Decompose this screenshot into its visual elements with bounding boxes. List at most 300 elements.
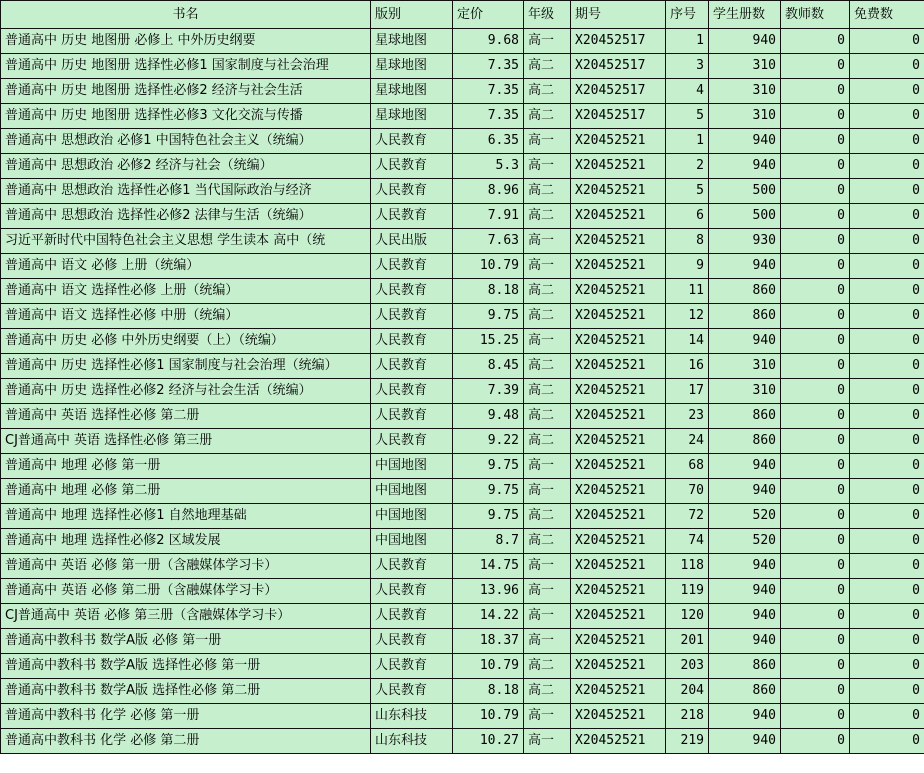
cell-grade[interactable]: 高二: [524, 104, 571, 129]
cell-price[interactable]: 9.75: [453, 304, 524, 329]
cell-title[interactable]: 普通高中 历史 地图册 选择性必修1 国家制度与社会治理: [1, 54, 371, 79]
cell-seq[interactable]: 218: [666, 704, 709, 729]
cell-publisher[interactable]: 中国地图: [371, 504, 453, 529]
cell-issue[interactable]: X20452521: [571, 179, 666, 204]
cell-price[interactable]: 7.35: [453, 79, 524, 104]
cell-grade[interactable]: 高一: [524, 329, 571, 354]
cell-publisher[interactable]: 人民教育: [371, 129, 453, 154]
table-row: [1, 79, 924, 104]
cell-issue[interactable]: X20452517: [571, 79, 666, 104]
cell-title[interactable]: 普通高中 历史 选择性必修1 国家制度与社会治理（统编）: [1, 354, 371, 379]
cell-publisher[interactable]: 人民教育: [371, 654, 453, 679]
cell-grade[interactable]: 高二: [524, 654, 571, 679]
table-row: [1, 404, 924, 429]
cell-student-copies[interactable]: 860: [709, 679, 781, 704]
cell-title[interactable]: 普通高中 思想政治 必修1 中国特色社会主义（统编）: [1, 129, 371, 154]
cell-title[interactable]: 普通高中 历史 地图册 选择性必修2 经济与社会生活: [1, 79, 371, 104]
cell-seq[interactable]: 1: [666, 29, 709, 54]
cell-grade[interactable]: 高二: [524, 354, 571, 379]
cell-teacher-count[interactable]: 0: [781, 554, 850, 579]
cell-price[interactable]: 13.96: [453, 579, 524, 604]
cell-free-count[interactable]: 0: [850, 554, 924, 579]
cell-grade[interactable]: 高一: [524, 704, 571, 729]
cell-seq[interactable]: 72: [666, 504, 709, 529]
cell-free-count[interactable]: 0: [850, 704, 924, 729]
cell-issue[interactable]: X20452521: [571, 204, 666, 229]
cell-issue[interactable]: X20452521: [571, 579, 666, 604]
cell-seq[interactable]: 6: [666, 204, 709, 229]
cell-teacher-count[interactable]: 0: [781, 154, 850, 179]
cell-free-count[interactable]: 0: [850, 729, 924, 754]
cell-publisher[interactable]: 人民出版: [371, 229, 453, 254]
cell-price[interactable]: 8.18: [453, 679, 524, 704]
cell-issue[interactable]: X20452517: [571, 104, 666, 129]
cell-publisher[interactable]: 中国地图: [371, 479, 453, 504]
cell-publisher[interactable]: 人民教育: [371, 329, 453, 354]
cell-teacher-count[interactable]: 0: [781, 504, 850, 529]
cell-free-count[interactable]: 0: [850, 179, 924, 204]
cell-free-count[interactable]: 0: [850, 329, 924, 354]
cell-student-copies[interactable]: 860: [709, 279, 781, 304]
cell-publisher[interactable]: 人民教育: [371, 379, 453, 404]
cell-title[interactable]: 普通高中 语文 必修 上册（统编）: [1, 254, 371, 279]
cell-grade[interactable]: 高二: [524, 404, 571, 429]
cell-seq[interactable]: 204: [666, 679, 709, 704]
cell-price[interactable]: 10.79: [453, 654, 524, 679]
cell-price[interactable]: 9.22: [453, 429, 524, 454]
cell-title[interactable]: 普通高中 地理 必修 第二册: [1, 479, 371, 504]
cell-teacher-count[interactable]: 0: [781, 29, 850, 54]
table-row: [1, 279, 924, 304]
cell-student-copies[interactable]: 940: [709, 254, 781, 279]
column-header-free-count[interactable]: 免费数: [850, 1, 924, 29]
cell-publisher[interactable]: 人民教育: [371, 179, 453, 204]
cell-grade[interactable]: 高二: [524, 379, 571, 404]
cell-student-copies[interactable]: 500: [709, 179, 781, 204]
header-row: [1, 1, 924, 29]
cell-seq[interactable]: 70: [666, 479, 709, 504]
cell-seq[interactable]: 8: [666, 229, 709, 254]
cell-price[interactable]: 9.75: [453, 479, 524, 504]
cell-teacher-count[interactable]: 0: [781, 304, 850, 329]
cell-title[interactable]: 普通高中教科书 化学 必修 第一册: [1, 704, 371, 729]
cell-student-copies[interactable]: 940: [709, 154, 781, 179]
cell-grade[interactable]: 高二: [524, 54, 571, 79]
cell-grade[interactable]: 高一: [524, 454, 571, 479]
cell-free-count[interactable]: 0: [850, 454, 924, 479]
cell-publisher[interactable]: 人民教育: [371, 254, 453, 279]
cell-price[interactable]: 9.75: [453, 504, 524, 529]
cell-student-copies[interactable]: 310: [709, 79, 781, 104]
cell-publisher[interactable]: 山东科技: [371, 729, 453, 754]
cell-student-copies[interactable]: 940: [709, 729, 781, 754]
cell-student-copies[interactable]: 520: [709, 504, 781, 529]
cell-issue[interactable]: X20452521: [571, 404, 666, 429]
cell-issue[interactable]: X20452517: [571, 54, 666, 79]
table-row: [1, 179, 924, 204]
column-header-grade[interactable]: 年级: [524, 1, 571, 29]
cell-issue[interactable]: X20452521: [571, 604, 666, 629]
cell-student-copies[interactable]: 860: [709, 429, 781, 454]
table-row: [1, 304, 924, 329]
cell-publisher[interactable]: 人民教育: [371, 154, 453, 179]
cell-teacher-count[interactable]: 0: [781, 329, 850, 354]
table-body: [1, 29, 924, 754]
cell-grade[interactable]: 高二: [524, 529, 571, 554]
cell-free-count[interactable]: 0: [850, 54, 924, 79]
cell-price[interactable]: 8.7: [453, 529, 524, 554]
cell-student-copies[interactable]: 940: [709, 129, 781, 154]
cell-issue[interactable]: X20452521: [571, 504, 666, 529]
cell-teacher-count[interactable]: 0: [781, 679, 850, 704]
cell-teacher-count[interactable]: 0: [781, 729, 850, 754]
cell-student-copies[interactable]: 860: [709, 404, 781, 429]
cell-student-copies[interactable]: 860: [709, 654, 781, 679]
cell-seq[interactable]: 12: [666, 304, 709, 329]
table-row: [1, 429, 924, 454]
cell-price[interactable]: 10.79: [453, 704, 524, 729]
cell-seq[interactable]: 68: [666, 454, 709, 479]
table-row: [1, 154, 924, 179]
cell-free-count[interactable]: 0: [850, 629, 924, 654]
cell-student-copies[interactable]: 310: [709, 379, 781, 404]
cell-title[interactable]: 普通高中 思想政治 选择性必修1 当代国际政治与经济: [1, 179, 371, 204]
cell-seq[interactable]: 74: [666, 529, 709, 554]
cell-teacher-count[interactable]: 0: [781, 229, 850, 254]
cell-grade[interactable]: 高一: [524, 729, 571, 754]
cell-free-count[interactable]: 0: [850, 354, 924, 379]
cell-publisher[interactable]: 人民教育: [371, 579, 453, 604]
cell-issue[interactable]: X20452521: [571, 554, 666, 579]
cell-title[interactable]: 普通高中 思想政治 选择性必修2 法律与生活（统编）: [1, 204, 371, 229]
table-row: [1, 604, 924, 629]
cell-free-count[interactable]: 0: [850, 529, 924, 554]
cell-publisher[interactable]: 人民教育: [371, 404, 453, 429]
cell-free-count[interactable]: 0: [850, 29, 924, 54]
cell-issue[interactable]: X20452521: [571, 704, 666, 729]
cell-seq[interactable]: 9: [666, 254, 709, 279]
cell-issue[interactable]: X20452521: [571, 254, 666, 279]
cell-teacher-count[interactable]: 0: [781, 404, 850, 429]
cell-teacher-count[interactable]: 0: [781, 454, 850, 479]
cell-teacher-count[interactable]: 0: [781, 379, 850, 404]
cell-student-copies[interactable]: 500: [709, 204, 781, 229]
cell-price[interactable]: 10.27: [453, 729, 524, 754]
cell-publisher[interactable]: 人民教育: [371, 429, 453, 454]
cell-teacher-count[interactable]: 0: [781, 479, 850, 504]
cell-free-count[interactable]: 0: [850, 479, 924, 504]
cell-student-copies[interactable]: 310: [709, 54, 781, 79]
column-header-issue[interactable]: 期号: [571, 1, 666, 29]
table-row: [1, 29, 924, 54]
cell-issue[interactable]: X20452517: [571, 29, 666, 54]
cell-seq[interactable]: 5: [666, 104, 709, 129]
cell-grade[interactable]: 高一: [524, 604, 571, 629]
cell-issue[interactable]: X20452521: [571, 679, 666, 704]
cell-teacher-count[interactable]: 0: [781, 204, 850, 229]
cell-seq[interactable]: 24: [666, 429, 709, 454]
cell-grade[interactable]: 高一: [524, 129, 571, 154]
table-row: [1, 454, 924, 479]
cell-grade[interactable]: 高二: [524, 79, 571, 104]
cell-title[interactable]: 普通高中 语文 选择性必修 上册（统编）: [1, 279, 371, 304]
cell-student-copies[interactable]: 940: [709, 554, 781, 579]
cell-free-count[interactable]: 0: [850, 79, 924, 104]
cell-seq[interactable]: 17: [666, 379, 709, 404]
cell-student-copies[interactable]: 310: [709, 354, 781, 379]
cell-publisher[interactable]: 星球地图: [371, 79, 453, 104]
table-row: [1, 529, 924, 554]
cell-free-count[interactable]: 0: [850, 254, 924, 279]
table-row: [1, 679, 924, 704]
cell-price[interactable]: 8.96: [453, 179, 524, 204]
cell-grade[interactable]: 高一: [524, 29, 571, 54]
cell-price[interactable]: 15.25: [453, 329, 524, 354]
cell-teacher-count[interactable]: 0: [781, 704, 850, 729]
cell-price[interactable]: 6.35: [453, 129, 524, 154]
column-header-price[interactable]: 定价: [453, 1, 524, 29]
cell-seq[interactable]: 5: [666, 179, 709, 204]
cell-free-count[interactable]: 0: [850, 404, 924, 429]
cell-free-count[interactable]: 0: [850, 304, 924, 329]
cell-free-count[interactable]: 0: [850, 204, 924, 229]
cell-price[interactable]: 7.35: [453, 104, 524, 129]
cell-grade[interactable]: 高一: [524, 229, 571, 254]
cell-price[interactable]: 7.63: [453, 229, 524, 254]
cell-student-copies[interactable]: 940: [709, 479, 781, 504]
cell-free-count[interactable]: 0: [850, 579, 924, 604]
cell-title[interactable]: 普通高中 英语 选择性必修 第二册: [1, 404, 371, 429]
cell-grade[interactable]: 高二: [524, 429, 571, 454]
cell-student-copies[interactable]: 520: [709, 529, 781, 554]
cell-grade[interactable]: 高一: [524, 254, 571, 279]
cell-free-count[interactable]: 0: [850, 279, 924, 304]
cell-student-copies[interactable]: 310: [709, 104, 781, 129]
cell-grade[interactable]: 高二: [524, 304, 571, 329]
cell-student-copies[interactable]: 940: [709, 454, 781, 479]
column-header-seq[interactable]: 序号: [666, 1, 709, 29]
cell-seq[interactable]: 120: [666, 604, 709, 629]
cell-publisher[interactable]: 人民教育: [371, 279, 453, 304]
cell-teacher-count[interactable]: 0: [781, 104, 850, 129]
cell-free-count[interactable]: 0: [850, 429, 924, 454]
cell-teacher-count[interactable]: 0: [781, 354, 850, 379]
table-row: [1, 354, 924, 379]
cell-issue[interactable]: X20452521: [571, 479, 666, 504]
cell-issue[interactable]: X20452521: [571, 129, 666, 154]
cell-publisher[interactable]: 中国地图: [371, 529, 453, 554]
cell-seq[interactable]: 4: [666, 79, 709, 104]
cell-publisher[interactable]: 人民教育: [371, 554, 453, 579]
cell-title[interactable]: 普通高中 思想政治 必修2 经济与社会（统编）: [1, 154, 371, 179]
cell-seq[interactable]: 3: [666, 54, 709, 79]
cell-title[interactable]: 普通高中 历史 必修 中外历史纲要（上）（统编）: [1, 329, 371, 354]
cell-seq[interactable]: 1: [666, 129, 709, 154]
cell-grade[interactable]: 高二: [524, 504, 571, 529]
cell-grade[interactable]: 高一: [524, 554, 571, 579]
cell-teacher-count[interactable]: 0: [781, 654, 850, 679]
cell-grade[interactable]: 高二: [524, 279, 571, 304]
cell-seq[interactable]: 11: [666, 279, 709, 304]
cell-issue[interactable]: X20452521: [571, 729, 666, 754]
cell-grade[interactable]: 高二: [524, 679, 571, 704]
cell-grade[interactable]: 高一: [524, 579, 571, 604]
table-row: [1, 379, 924, 404]
table-row: [1, 54, 924, 79]
cell-price[interactable]: 7.39: [453, 379, 524, 404]
column-header-publisher[interactable]: 版别: [371, 1, 453, 29]
cell-free-count[interactable]: 0: [850, 129, 924, 154]
table-row: [1, 654, 924, 679]
cell-seq[interactable]: 201: [666, 629, 709, 654]
cell-student-copies[interactable]: 940: [709, 29, 781, 54]
cell-grade[interactable]: 高二: [524, 179, 571, 204]
cell-seq[interactable]: 118: [666, 554, 709, 579]
cell-price[interactable]: 18.37: [453, 629, 524, 654]
cell-free-count[interactable]: 0: [850, 504, 924, 529]
cell-publisher[interactable]: 人民教育: [371, 629, 453, 654]
cell-seq[interactable]: 23: [666, 404, 709, 429]
cell-publisher[interactable]: 人民教育: [371, 304, 453, 329]
cell-seq[interactable]: 219: [666, 729, 709, 754]
cell-teacher-count[interactable]: 0: [781, 279, 850, 304]
cell-price[interactable]: 8.45: [453, 354, 524, 379]
cell-free-count[interactable]: 0: [850, 654, 924, 679]
cell-student-copies[interactable]: 940: [709, 604, 781, 629]
cell-free-count[interactable]: 0: [850, 604, 924, 629]
cell-issue[interactable]: X20452521: [571, 354, 666, 379]
cell-price[interactable]: 7.35: [453, 54, 524, 79]
cell-student-copies[interactable]: 940: [709, 579, 781, 604]
table-row: [1, 504, 924, 529]
column-header-student-copies[interactable]: 学生册数: [709, 1, 781, 29]
table-row: [1, 554, 924, 579]
cell-issue[interactable]: X20452521: [571, 454, 666, 479]
table-row: [1, 254, 924, 279]
cell-price[interactable]: 9.68: [453, 29, 524, 54]
column-header-teacher-count[interactable]: 教师数: [781, 1, 850, 29]
cell-free-count[interactable]: 0: [850, 104, 924, 129]
cell-title[interactable]: 习近平新时代中国特色社会主义思想 学生读本 高中（统: [1, 229, 371, 254]
cell-publisher[interactable]: 人民教育: [371, 204, 453, 229]
cell-free-count[interactable]: 0: [850, 229, 924, 254]
cell-publisher[interactable]: 中国地图: [371, 454, 453, 479]
cell-issue[interactable]: X20452521: [571, 529, 666, 554]
cell-price[interactable]: 14.22: [453, 604, 524, 629]
cell-seq[interactable]: 16: [666, 354, 709, 379]
cell-free-count[interactable]: 0: [850, 379, 924, 404]
cell-title[interactable]: 普通高中 历史 选择性必修2 经济与社会生活（统编）: [1, 379, 371, 404]
cell-teacher-count[interactable]: 0: [781, 604, 850, 629]
table-row: [1, 629, 924, 654]
cell-teacher-count[interactable]: 0: [781, 179, 850, 204]
cell-publisher[interactable]: 星球地图: [371, 54, 453, 79]
cell-title[interactable]: 普通高中 历史 地图册 必修上 中外历史纲要: [1, 29, 371, 54]
cell-price[interactable]: 7.91: [453, 204, 524, 229]
cell-student-copies[interactable]: 930: [709, 229, 781, 254]
cell-title[interactable]: 普通高中 历史 地图册 选择性必修3 文化交流与传播: [1, 104, 371, 129]
cell-title[interactable]: CJ普通高中 英语 必修 第三册（含融媒体学习卡）: [1, 604, 371, 629]
table-row: [1, 129, 924, 154]
cell-student-copies[interactable]: 940: [709, 629, 781, 654]
cell-publisher[interactable]: 山东科技: [371, 704, 453, 729]
cell-title[interactable]: 普通高中 地理 选择性必修1 自然地理基础: [1, 504, 371, 529]
cell-teacher-count[interactable]: 0: [781, 79, 850, 104]
cell-issue[interactable]: X20452521: [571, 379, 666, 404]
cell-price[interactable]: 9.48: [453, 404, 524, 429]
cell-price[interactable]: 8.18: [453, 279, 524, 304]
table-row: [1, 104, 924, 129]
cell-issue[interactable]: X20452521: [571, 629, 666, 654]
cell-publisher[interactable]: 星球地图: [371, 104, 453, 129]
cell-student-copies[interactable]: 940: [709, 329, 781, 354]
cell-teacher-count[interactable]: 0: [781, 254, 850, 279]
column-header-title[interactable]: 书名: [1, 1, 371, 29]
cell-teacher-count[interactable]: 0: [781, 129, 850, 154]
cell-title[interactable]: CJ普通高中 英语 选择性必修 第三册: [1, 429, 371, 454]
cell-publisher[interactable]: 星球地图: [371, 29, 453, 54]
cell-issue[interactable]: X20452521: [571, 229, 666, 254]
cell-price[interactable]: 14.75: [453, 554, 524, 579]
cell-free-count[interactable]: 0: [850, 154, 924, 179]
cell-grade[interactable]: 高二: [524, 204, 571, 229]
cell-issue[interactable]: X20452521: [571, 154, 666, 179]
table-row: [1, 579, 924, 604]
cell-teacher-count[interactable]: 0: [781, 629, 850, 654]
cell-grade[interactable]: 高一: [524, 479, 571, 504]
cell-teacher-count[interactable]: 0: [781, 54, 850, 79]
cell-seq[interactable]: 2: [666, 154, 709, 179]
cell-issue[interactable]: X20452521: [571, 654, 666, 679]
cell-teacher-count[interactable]: 0: [781, 579, 850, 604]
cell-publisher[interactable]: 人民教育: [371, 604, 453, 629]
cell-teacher-count[interactable]: 0: [781, 429, 850, 454]
cell-title[interactable]: 普通高中 英语 必修 第二册（含融媒体学习卡）: [1, 579, 371, 604]
cell-title[interactable]: 普通高中教科书 数学A版 必修 第一册: [1, 629, 371, 654]
cell-title[interactable]: 普通高中 地理 必修 第一册: [1, 454, 371, 479]
cell-grade[interactable]: 高一: [524, 154, 571, 179]
cell-grade[interactable]: 高一: [524, 629, 571, 654]
cell-seq[interactable]: 14: [666, 329, 709, 354]
cell-title[interactable]: 普通高中教科书 数学A版 选择性必修 第一册: [1, 654, 371, 679]
cell-title[interactable]: 普通高中 语文 选择性必修 中册（统编）: [1, 304, 371, 329]
cell-title[interactable]: 普通高中 地理 选择性必修2 区域发展: [1, 529, 371, 554]
cell-price[interactable]: 9.75: [453, 454, 524, 479]
cell-student-copies[interactable]: 940: [709, 704, 781, 729]
cell-issue[interactable]: X20452521: [571, 304, 666, 329]
cell-teacher-count[interactable]: 0: [781, 529, 850, 554]
table-row: [1, 229, 924, 254]
cell-issue[interactable]: X20452521: [571, 329, 666, 354]
cell-issue[interactable]: X20452521: [571, 279, 666, 304]
cell-title[interactable]: 普通高中教科书 数学A版 选择性必修 第二册: [1, 679, 371, 704]
cell-price[interactable]: 5.3: [453, 154, 524, 179]
table-row: [1, 479, 924, 504]
cell-title[interactable]: 普通高中教科书 化学 必修 第二册: [1, 729, 371, 754]
cell-seq[interactable]: 119: [666, 579, 709, 604]
table-row: [1, 329, 924, 354]
cell-publisher[interactable]: 人民教育: [371, 354, 453, 379]
cell-seq[interactable]: 203: [666, 654, 709, 679]
cell-title[interactable]: 普通高中 英语 必修 第一册（含融媒体学习卡）: [1, 554, 371, 579]
table-row: [1, 704, 924, 729]
cell-publisher[interactable]: 人民教育: [371, 679, 453, 704]
cell-issue[interactable]: X20452521: [571, 429, 666, 454]
table-row: [1, 204, 924, 229]
cell-student-copies[interactable]: 860: [709, 304, 781, 329]
cell-free-count[interactable]: 0: [850, 679, 924, 704]
cell-price[interactable]: 10.79: [453, 254, 524, 279]
